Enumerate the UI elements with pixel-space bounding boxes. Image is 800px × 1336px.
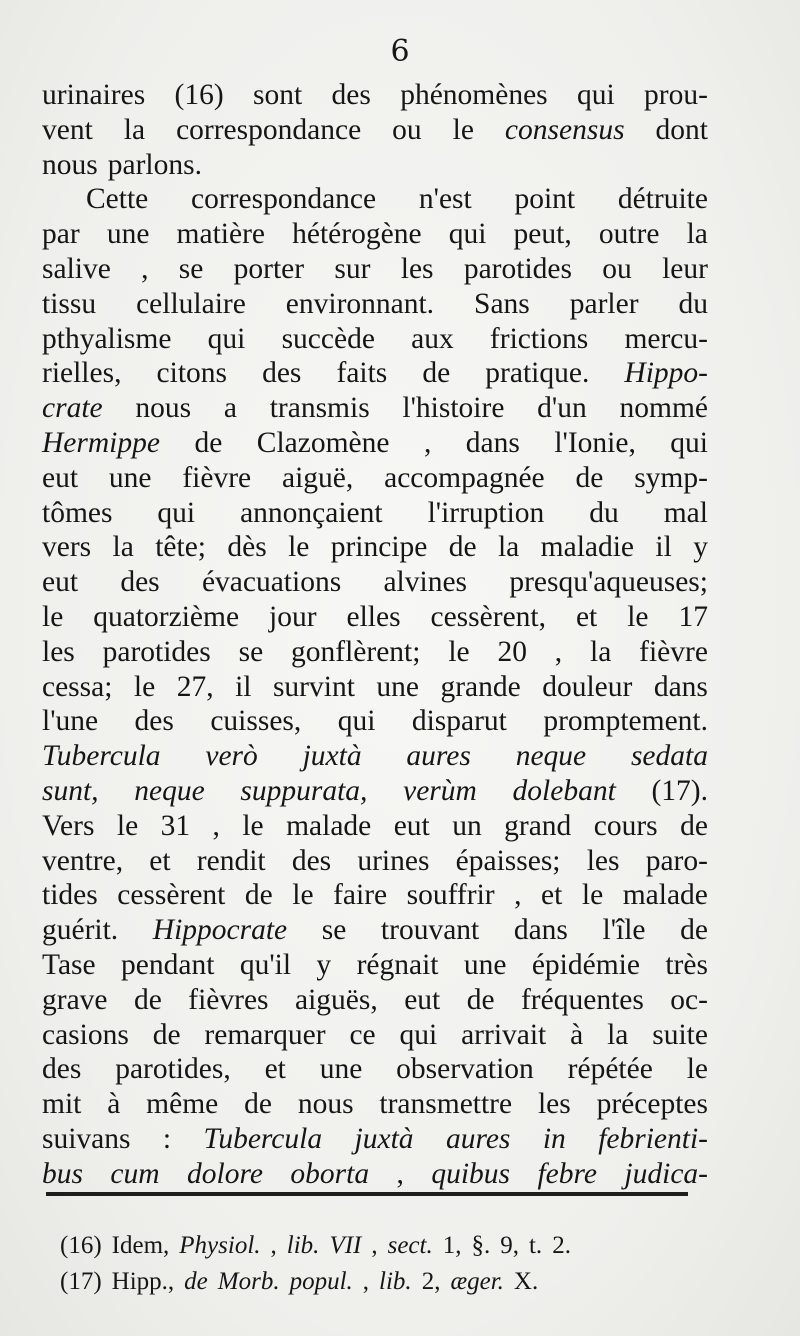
word: elles xyxy=(346,600,401,633)
word: vers xyxy=(42,531,92,564)
footnote-text: lib. xyxy=(379,1268,412,1295)
word: qui xyxy=(207,322,246,355)
word: fièvres xyxy=(188,983,269,1016)
word: la xyxy=(112,531,134,564)
word: et xyxy=(541,879,563,912)
word: sunt, xyxy=(42,774,99,807)
word: verùm xyxy=(403,774,477,807)
word: cessa; xyxy=(42,670,113,703)
word: et xyxy=(264,1053,286,1086)
footnote-text: t. xyxy=(528,1232,543,1259)
word: un xyxy=(452,809,482,842)
word: peut, xyxy=(513,218,572,251)
word: accompagnée xyxy=(384,461,545,494)
word: le xyxy=(581,879,604,912)
footnote-text: 1, xyxy=(442,1232,462,1259)
word: une xyxy=(376,670,419,703)
footnote-text: X. xyxy=(513,1268,539,1295)
word: le xyxy=(292,879,314,912)
word: les xyxy=(400,252,434,285)
word: eut xyxy=(42,566,79,599)
text-line xyxy=(42,426,708,461)
footnote-rule xyxy=(46,1192,688,1196)
text-line xyxy=(42,530,708,565)
word: rielles, xyxy=(42,357,122,390)
word: du xyxy=(589,496,619,529)
word: casions xyxy=(42,1018,129,1051)
word: 31 xyxy=(160,809,191,842)
word: cum xyxy=(110,1157,160,1190)
word: qui xyxy=(157,496,196,529)
word: de xyxy=(422,357,451,390)
word: eut xyxy=(404,983,441,1016)
word: outre xyxy=(598,218,660,251)
word: du xyxy=(678,287,708,320)
word: pendant xyxy=(121,948,215,981)
word: jour xyxy=(269,600,317,633)
word: porter xyxy=(233,252,305,285)
word: qui xyxy=(337,705,376,738)
footnote-text: Idem, xyxy=(111,1232,170,1259)
word: environnant. xyxy=(285,287,435,320)
word: ventre, xyxy=(42,844,124,877)
word: rendit xyxy=(196,844,266,877)
word: presqu'aqueuses; xyxy=(509,566,708,599)
word: tides xyxy=(42,879,98,912)
word: aux xyxy=(411,322,454,355)
word: fièvre xyxy=(182,461,252,494)
word: : xyxy=(162,1122,172,1155)
word: Tubercula xyxy=(42,740,161,773)
word: urinaires xyxy=(42,79,146,111)
word: tête; xyxy=(155,531,206,564)
word: principe xyxy=(330,531,428,564)
word: cuisses, xyxy=(210,705,302,738)
footnote-text: 9, xyxy=(500,1232,519,1259)
word: dans xyxy=(513,914,568,947)
word: matière xyxy=(176,218,265,251)
word: la xyxy=(590,635,612,668)
word: cellulaire xyxy=(136,287,246,320)
word: une xyxy=(463,948,507,981)
word: de xyxy=(244,879,273,912)
word: le xyxy=(452,113,474,146)
word: trouvant xyxy=(380,914,480,947)
word: de xyxy=(448,531,477,564)
word: même xyxy=(146,1088,219,1121)
word: in xyxy=(542,1122,566,1155)
word: épaisses; xyxy=(455,844,561,877)
word: pthyalisme xyxy=(42,322,172,355)
word: grave xyxy=(42,983,108,1016)
word: l'une xyxy=(42,705,99,738)
word: disparut xyxy=(411,705,507,738)
footnote-text: popul. xyxy=(289,1268,353,1295)
word: arrivait xyxy=(461,1018,547,1051)
word: évacuations xyxy=(201,566,342,599)
word: observation xyxy=(396,1053,534,1086)
word: parlons. xyxy=(107,148,202,181)
word: et xyxy=(575,600,598,633)
footnote-text: lib. xyxy=(286,1232,320,1259)
word: Hippo- xyxy=(624,357,708,390)
word: parotides xyxy=(102,635,211,668)
footnote xyxy=(60,1264,700,1300)
word: de xyxy=(680,914,708,947)
word: guérit. xyxy=(42,914,119,947)
word: le xyxy=(288,531,310,564)
word: remarquer xyxy=(204,1018,326,1051)
word: de xyxy=(244,1088,272,1121)
word: des xyxy=(42,1053,82,1086)
word: cours xyxy=(593,809,658,842)
word: consensus xyxy=(504,113,625,146)
word: l'irruption xyxy=(427,496,545,529)
word: sur xyxy=(334,252,371,285)
word: (17). xyxy=(651,774,708,807)
text-line xyxy=(42,809,708,844)
word: l'histoire xyxy=(402,392,505,425)
word: , xyxy=(514,879,522,912)
word: y xyxy=(693,531,708,564)
word: les xyxy=(537,1088,571,1121)
word: neque xyxy=(515,740,587,773)
text-line xyxy=(42,635,708,670)
text-line xyxy=(42,844,708,879)
text-line xyxy=(42,217,708,252)
text-line xyxy=(42,461,708,496)
word: verò xyxy=(205,740,258,773)
word: à xyxy=(570,1018,584,1051)
word: mit xyxy=(42,1088,82,1121)
word: oborta xyxy=(290,1157,370,1190)
word: des xyxy=(331,79,371,111)
footnote-text: (17) xyxy=(60,1268,102,1295)
word: qui xyxy=(448,218,487,251)
word: vent xyxy=(42,113,93,146)
word: cessèrent, xyxy=(430,600,546,633)
word: survint xyxy=(272,670,355,703)
word: aiguë, xyxy=(282,461,354,494)
footnote-text: Morb. xyxy=(217,1268,280,1295)
text-line xyxy=(42,704,708,739)
word: qui xyxy=(670,426,708,459)
word: annonçaient xyxy=(240,496,383,529)
text-line xyxy=(42,1157,708,1192)
word: se xyxy=(238,635,264,668)
word: succède xyxy=(281,322,375,355)
word: transmettre xyxy=(379,1088,513,1121)
text-line xyxy=(42,1018,708,1053)
word: la xyxy=(686,218,708,251)
text-line xyxy=(42,670,708,705)
word: (16) xyxy=(174,79,224,111)
word: sedata xyxy=(630,740,708,773)
word: 27, xyxy=(176,670,214,703)
word: à xyxy=(107,1088,121,1121)
word: des xyxy=(120,566,160,599)
word: Tase xyxy=(42,948,96,981)
word: Sans xyxy=(474,287,530,320)
word: le xyxy=(116,809,139,842)
footnote-text: , xyxy=(362,1268,370,1295)
footnote-text: 2. xyxy=(552,1232,571,1259)
word: les xyxy=(42,635,75,668)
text-line xyxy=(42,356,708,391)
text-line xyxy=(42,322,708,357)
word: alvines xyxy=(383,566,468,599)
word: faire xyxy=(333,879,388,912)
word: de xyxy=(466,983,495,1016)
word: , xyxy=(554,635,563,668)
word: dolebant xyxy=(512,774,616,807)
text-line xyxy=(42,113,708,148)
text-line xyxy=(42,878,708,913)
word: le xyxy=(42,600,64,633)
word: eut xyxy=(42,461,79,494)
text-line xyxy=(42,391,708,426)
text-line xyxy=(42,913,708,948)
word: des xyxy=(291,844,332,877)
footnote-text: 2, xyxy=(421,1268,441,1295)
footnote-text: sect. xyxy=(387,1232,433,1259)
word: 20 xyxy=(497,635,527,668)
word: le xyxy=(686,1053,708,1086)
footnote-text: , xyxy=(371,1232,378,1259)
word: nous xyxy=(42,148,98,181)
word: ou xyxy=(392,113,422,146)
word: fièvre xyxy=(639,635,708,668)
word: souffrir xyxy=(406,879,495,912)
word: leur xyxy=(662,252,708,285)
word: une xyxy=(319,1053,363,1086)
word: de xyxy=(680,809,708,842)
footnote-text: , xyxy=(270,1232,277,1259)
word: des xyxy=(262,357,302,390)
word: grand xyxy=(504,809,572,842)
word: l'Ionie, xyxy=(554,426,636,459)
footnote-text: VII xyxy=(329,1232,362,1259)
footnotes xyxy=(60,1228,700,1300)
word: suppurata, xyxy=(240,774,368,807)
word: de xyxy=(152,1018,181,1051)
body-text xyxy=(42,78,708,1192)
text-line xyxy=(42,1087,708,1122)
word: l'île xyxy=(602,914,646,947)
text-line xyxy=(42,565,708,600)
footnote-text: Hipp., xyxy=(111,1268,175,1295)
word: point xyxy=(514,183,576,216)
word: dans xyxy=(653,670,708,703)
text-line xyxy=(42,948,708,983)
word: citons xyxy=(156,357,228,390)
word: aures xyxy=(445,1122,511,1155)
word: tômes xyxy=(42,496,113,529)
word: cessèrent xyxy=(117,879,226,912)
word: maladie xyxy=(540,531,635,564)
word: aiguës, xyxy=(294,983,378,1016)
word: dans xyxy=(465,426,520,459)
word: n'est xyxy=(418,183,472,216)
footnote-text: de xyxy=(184,1268,208,1295)
word: régnait xyxy=(356,948,439,981)
word: parotides, xyxy=(115,1053,231,1086)
word: oc- xyxy=(670,983,708,1016)
word: quatorzième xyxy=(93,600,240,633)
word: crate xyxy=(42,392,103,425)
word: et xyxy=(149,844,171,877)
footnote-text: (16) xyxy=(60,1232,102,1259)
word: le xyxy=(242,809,264,842)
word: qui xyxy=(399,1018,438,1051)
word: faits xyxy=(336,357,388,390)
word: parotides xyxy=(463,252,572,285)
text-line xyxy=(42,78,708,113)
word: pratique. xyxy=(485,357,590,390)
word: tissu xyxy=(42,287,97,320)
word: salive xyxy=(42,252,111,285)
word: correspondance xyxy=(176,113,362,146)
word: ce xyxy=(349,1018,376,1051)
word: par xyxy=(42,218,80,251)
word: juxtà xyxy=(354,1122,414,1155)
word: aures xyxy=(406,740,471,773)
word: une xyxy=(108,461,152,494)
word: , xyxy=(212,809,220,842)
word: Tubercula xyxy=(203,1122,323,1155)
word: a xyxy=(223,392,237,425)
word: épidémie xyxy=(531,948,640,981)
word: quibus xyxy=(431,1157,511,1190)
word: juxtà xyxy=(302,740,362,773)
text-line xyxy=(42,496,708,531)
word: ou xyxy=(602,252,632,285)
word: de xyxy=(575,461,604,494)
word: dont xyxy=(655,113,708,146)
word: neque xyxy=(134,774,205,807)
word: suite xyxy=(652,1018,708,1051)
text-line xyxy=(42,774,708,809)
word: douleur xyxy=(542,670,633,703)
word: malade xyxy=(622,879,708,912)
word: nous xyxy=(297,1088,354,1121)
word: malade xyxy=(286,809,372,842)
word: grande xyxy=(440,670,521,703)
word: 17 xyxy=(678,600,708,633)
word: febre xyxy=(537,1157,597,1190)
word: détruite xyxy=(617,183,708,216)
text-line xyxy=(42,600,708,635)
word: Cette xyxy=(86,183,149,216)
text-line xyxy=(42,287,708,322)
text-line xyxy=(42,1052,708,1087)
word: Hermippe xyxy=(42,426,160,459)
word: paro- xyxy=(645,844,708,877)
word: d'un xyxy=(537,392,587,425)
word: Clazomène xyxy=(256,426,390,459)
word: frictions xyxy=(489,322,589,355)
word: parler xyxy=(569,287,639,320)
word: eut xyxy=(393,809,430,842)
word: très xyxy=(665,948,708,981)
word: nommé xyxy=(619,392,708,425)
word: prou- xyxy=(644,79,708,111)
word: se xyxy=(178,252,204,285)
word: urines xyxy=(357,844,430,877)
word: gonflèrent; xyxy=(291,635,421,668)
word: de xyxy=(133,983,162,1016)
word: sont xyxy=(253,79,303,111)
word: correspondance xyxy=(191,183,377,216)
word: la xyxy=(497,531,520,564)
word: de xyxy=(194,426,223,459)
word: nous xyxy=(135,392,192,425)
word: febrienti- xyxy=(598,1122,708,1155)
word: dolore xyxy=(187,1157,263,1190)
word: bus xyxy=(42,1157,83,1190)
word: le xyxy=(448,635,470,668)
word: la xyxy=(607,1018,629,1051)
text-line xyxy=(42,983,708,1018)
word: il xyxy=(235,670,252,703)
text-line xyxy=(42,739,708,774)
word: symp- xyxy=(634,461,708,494)
word: promptement. xyxy=(543,705,708,738)
word: le xyxy=(627,600,649,633)
word: Hippocrate xyxy=(152,914,288,947)
word: il xyxy=(655,531,672,564)
word: se xyxy=(321,914,347,947)
word: y xyxy=(316,948,332,981)
word: phénomènes xyxy=(400,79,548,111)
word: fréquentes xyxy=(520,983,644,1016)
word: dès xyxy=(227,531,267,564)
footnote-text: §. xyxy=(471,1232,491,1259)
word: mercu- xyxy=(624,322,708,355)
page-number: 6 xyxy=(390,34,410,69)
text-line xyxy=(42,252,708,287)
word: , xyxy=(396,1157,404,1190)
footnote-text: æger. xyxy=(450,1268,504,1295)
footnote-text: Physiol. xyxy=(179,1232,261,1259)
word: le xyxy=(133,670,156,703)
word: hétérogène xyxy=(292,218,422,251)
word: des xyxy=(134,705,174,738)
word: , xyxy=(423,426,432,459)
word: répétée xyxy=(567,1053,653,1086)
text-line xyxy=(42,148,708,183)
word: suivans xyxy=(42,1122,131,1155)
word: la xyxy=(123,113,146,146)
word: judica- xyxy=(624,1157,708,1190)
word: , xyxy=(141,252,149,285)
word: qu'il xyxy=(239,948,292,981)
word: transmis xyxy=(269,392,370,425)
word: une xyxy=(106,218,150,251)
text-line xyxy=(42,1122,708,1157)
text-line xyxy=(42,182,708,217)
word: qui xyxy=(577,79,615,111)
word: préceptes xyxy=(596,1088,708,1121)
word: mal xyxy=(663,496,708,529)
word: Vers xyxy=(42,809,95,842)
word: les xyxy=(586,844,620,877)
footnote xyxy=(60,1228,700,1264)
